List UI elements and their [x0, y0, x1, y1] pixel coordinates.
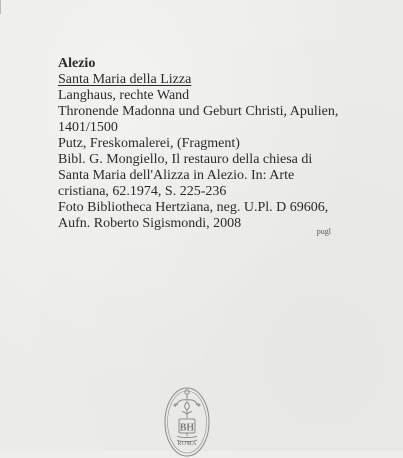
bibliography-line-1: Bibl. G. Mongiello, Il restauro della chiesa di: [58, 152, 313, 167]
place-heading: Alezio: [58, 56, 96, 71]
region-marker: pugl: [316, 227, 331, 236]
location-line: Langhaus, rechte Wand: [58, 88, 190, 103]
church-name: Santa Maria della Lizza: [58, 72, 192, 87]
edge-mark: [0, 0, 1, 14]
technique-line: Putz, Freskomalerei, (Fragment): [58, 136, 240, 151]
photo-credit-line-1: Foto Bibliotheca Hertziana, neg. U.Pl. D 69606,: [58, 200, 329, 215]
photo-credit-line-2: Aufn. Roberto Sigismondi, 2008: [58, 216, 242, 231]
bibliography-line-3: cristiana, 62.1974, S. 225-236: [58, 184, 227, 199]
bibliography-line-2: Santa Maria dell'Alizza in Alezio. In: Arte: [58, 168, 295, 183]
subject-line: Thronende Madonna und Geburt Christi, Apulien,: [58, 104, 339, 119]
record-text: [58, 56, 398, 232]
date-line: 1401/1500: [58, 120, 118, 135]
stamp-label: ROMA: [177, 441, 197, 447]
stamp-initials: BH: [179, 422, 195, 434]
